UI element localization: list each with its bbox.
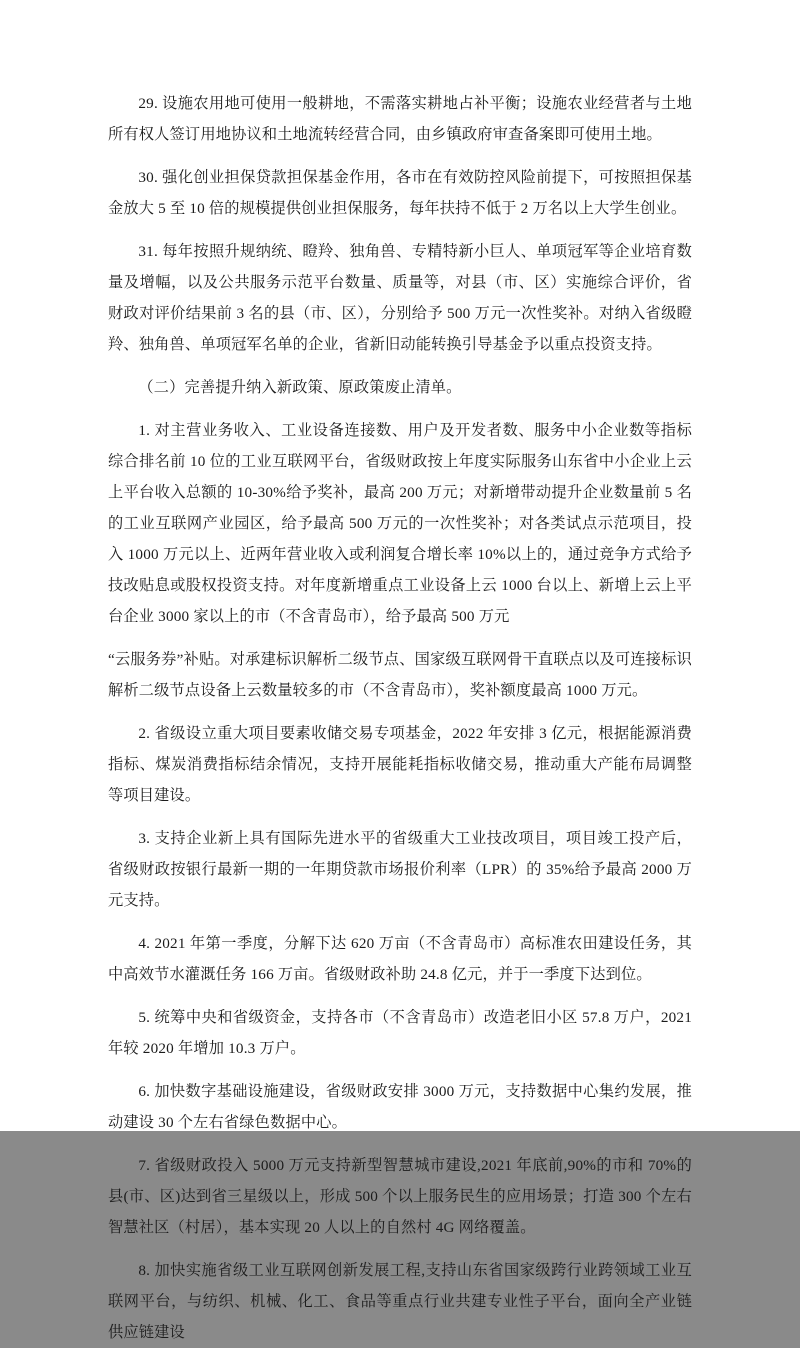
paragraph-item-29: 29. 设施农用地可使用一般耕地，不需落实耕地占补平衡；设施农业经营者与土地所有权人签订用地协议和土地流转经营合同，由乡镇政府审查备案即可使用土地。 xyxy=(108,95,692,143)
paragraph-sub-item-2: 2. 省级设立重大项目要素收储交易专项基金，2022 年安排 3 亿元，根据能源消费指标、煤炭消费指标结余情况，支持开展能耗指标收储交易，推动重大产能布局调整等项目建设。 xyxy=(108,725,692,804)
paragraph-sub-item-6: 6. 加快数字基础设施建设，省级财政安排 3000 万元，支持数据中心集约发展，推动建设 30 个左右省绿色数据中心。 xyxy=(108,1083,692,1131)
paragraph-item-31: 31. 每年按照升规纳统、瞪羚、独角兽、专精特新小巨人、单项冠军等企业培育数量及增幅，以及公共服务示范平台数量、质量等，对县（市、区）实施综合评价，省财政对评价结果前 3 名的县（市、区），分别给予 500 万元一次性奖补。对纳入省级瞪羚、独角兽、单项冠军名单的企业，省新旧动能转换引导基金予以重点投资支持。 xyxy=(108,243,692,353)
page-text-body xyxy=(108,88,692,1348)
paragraph-sub-item-4: 4. 2021 年第一季度，分解下达 620 万亩（不含青岛市）高标准农田建设任务，其中高效节水灌溉任务 166 万亩。省级财政补助 24.8 亿元，并于一季度下达到位。 xyxy=(108,935,692,983)
paragraph-item-30: 30. 强化创业担保贷款担保基金作用，各市在有效防控风险前提下，可按照担保基金放大 5 至 10 倍的规模提供创业担保服务，每年扶持不低于 2 万名以上大学生创业。 xyxy=(108,169,692,217)
paragraph-sub-item-8: 8. 加快实施省级工业互联网创新发展工程,支持山东省国家级跨行业跨领域工业互联网平台，与纺织、机械、化工、食品等重点行业共建专业性子平台，面向全产业链供应链建设 xyxy=(108,1262,692,1341)
paragraph-sub-item-1: 1. 对主营业务收入、工业设备连接数、用户及开发者数、服务中小企业数等指标综合排名前 10 位的工业互联网平台，省级财政按上年度实际服务山东省中小企业上云上平台收入总额的 10-30%给予奖补，最高 200 万元；对新增带动提升企业数量前 5 名的工业互联网产业园区，给予最高 500 万元的一次性奖补；对各类试点示范项目，投入 1000 万元以上、近两年营业收入或利润复合增长率 10%以上的，通过竞争方式给予技改贴息或股权投资支持。对年度新增重点工业设备上云 1000 台以上、新增上云上平台企业 3000 家以上的市（不含青岛市），给予最高 500 万元 xyxy=(108,422,692,625)
section-heading: （二）完善提升纳入新政策、原政策废止清单。 xyxy=(138,379,462,396)
paragraph-sub-item-5: 5. 统筹中央和省级资金，支持各市（不含青岛市）改造老旧小区 57.8 万户，2021 年较 2020 年增加 10.3 万户。 xyxy=(108,1009,692,1057)
paragraph-sub-item-3: 3. 支持企业新上具有国际先进水平的省级重大工业技改项目，项目竣工投产后，省级财政按银行最新一期的一年期贷款市场报价利率（LPR）的 35%给予最高 2000 万元支持。 xyxy=(108,830,692,909)
paragraph-sub-item-7: 7. 省级财政投入 5000 万元支持新型智慧城市建设,2021 年底前,90%的市和 70%的县(市、区)达到省三星级以上，形成 500 个以上服务民生的应用场景；打造 300 个左右智慧社区（村居），基本实现 20 人以上的自然村 4G 网络覆盖。 xyxy=(108,1157,692,1236)
paragraph-sub-item-1-continued: “云服务券”补贴。对承建标识解析二级节点、国家级互联网骨干直联点以及可连接标识解析二级节点设备上云数量较多的市（不含青岛市），奖补额度最高 1000 万元。 xyxy=(108,651,692,699)
